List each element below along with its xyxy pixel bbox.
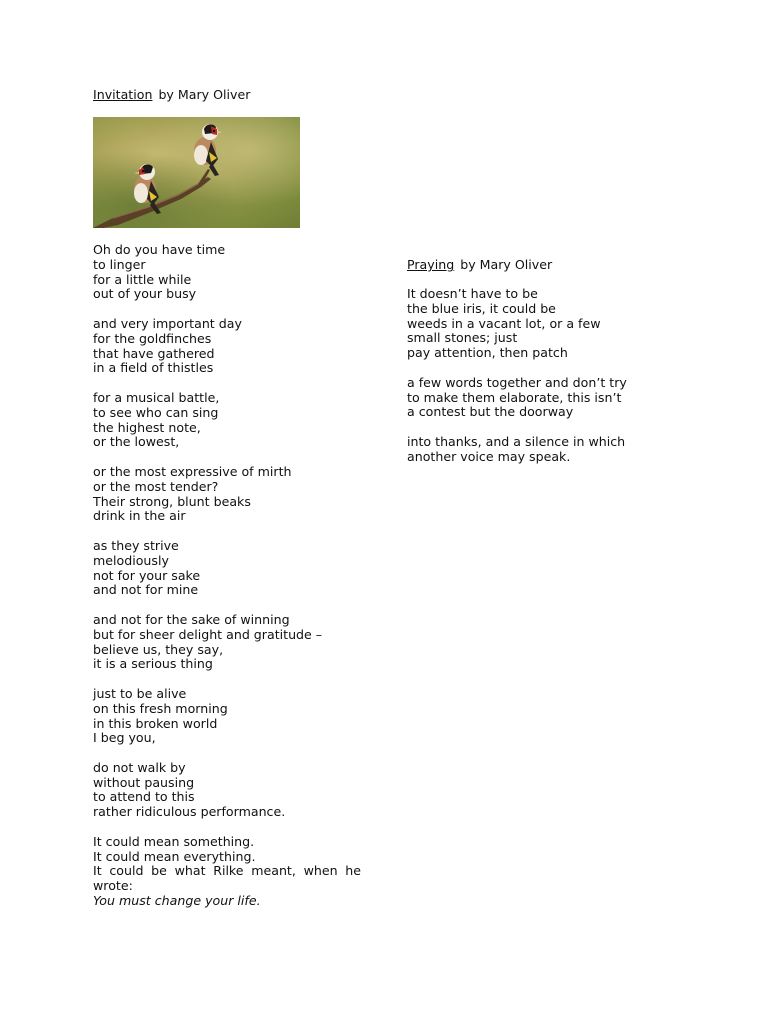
poem-line: rather ridiculous performance. [93, 804, 286, 820]
stanza [93, 687, 393, 746]
poem-praying [407, 257, 707, 479]
poem-line: that have gathered [93, 345, 215, 361]
poem-title-link[interactable]: Praying [407, 257, 455, 272]
poem-line: Their strong, blunt beaks [93, 493, 251, 509]
stanza [93, 391, 393, 450]
poem-line: in this broken world [93, 715, 218, 731]
poem-line: Oh do you have time [93, 242, 226, 257]
poem-line: the highest note, [93, 419, 201, 435]
poem-line: another voice may speak. [407, 448, 571, 464]
poem-line: and not for the sake of winning [93, 611, 290, 627]
poem-line: out of your busy [93, 286, 197, 302]
poem-invitation [93, 87, 393, 924]
poem-line: It could be what Rilke meant, when he [93, 863, 361, 879]
poem-line: to linger [93, 256, 146, 272]
poem-line: or the most tender? [93, 478, 219, 494]
poem-byline: by Mary Oliver [460, 257, 553, 272]
poem-line: as they strive [93, 537, 179, 553]
poem-line: it is a serious thing [93, 656, 213, 672]
stanza [93, 243, 393, 302]
poem-line: in a field of thistles [93, 360, 214, 376]
poem-line: to attend to this [93, 789, 195, 805]
poem-title-line [407, 257, 707, 272]
poem-line: not for your sake [93, 567, 201, 583]
stanza [407, 376, 707, 420]
poem-line: and very important day [93, 315, 242, 331]
poem-line: wrote: [93, 878, 133, 894]
poem-line: for the goldfinches [93, 330, 212, 346]
poem-title-link[interactable]: Invitation [93, 87, 153, 102]
poem-line: believe us, they say, [93, 641, 224, 657]
stanza [93, 317, 393, 376]
stanza [93, 613, 393, 672]
stanza [407, 287, 707, 361]
poem-line: small stones; just [407, 330, 518, 346]
poem-body [93, 243, 393, 909]
poem-line: on this fresh morning [93, 700, 228, 716]
poem-line: drink in the air [93, 508, 186, 524]
goldfinch-photo [93, 117, 300, 228]
poem-line: the blue iris, it could be [407, 300, 556, 316]
poem-line: It doesn’t have to be [407, 286, 538, 301]
stanza [93, 465, 393, 524]
rilke-quote: You must change your life. [93, 893, 261, 909]
poem-line: weeds in a vacant lot, or a few [407, 315, 601, 331]
goldfinch-illustration [93, 117, 300, 228]
poem-line: I beg you, [93, 730, 156, 746]
poem-line: pay attention, then patch [407, 345, 568, 361]
stanza [93, 761, 393, 820]
poem-title-line [93, 87, 393, 102]
poem-line: a contest but the doorway [407, 404, 574, 420]
stanza [93, 539, 393, 598]
poem-line: but for sheer delight and gratitude – [93, 626, 323, 642]
poem-line: or the most expressive of mirth [93, 463, 292, 479]
poem-byline: by Mary Oliver [158, 87, 251, 102]
poem-line: and not for mine [93, 582, 199, 598]
poem-line: without pausing [93, 774, 195, 790]
poem-line: to make them elaborate, this isn’t [407, 389, 622, 405]
poem-line: to see who can sing [93, 404, 219, 420]
poem-line: for a musical battle, [93, 389, 220, 405]
poem-line: do not walk by [93, 759, 186, 775]
poem-line: melodiously [93, 552, 169, 568]
stanza [93, 835, 393, 909]
poem-line: a few words together and don’t try [407, 374, 627, 390]
poem-line: for a little while [93, 271, 192, 287]
poem-line: It could mean everything. [93, 848, 256, 864]
poem-line: into thanks, and a silence in which [407, 433, 626, 449]
stanza [407, 435, 707, 465]
poem-body [407, 287, 707, 465]
poem-line: just to be alive [93, 685, 187, 701]
poem-line: or the lowest, [93, 434, 180, 450]
poem-line: It could mean something. [93, 833, 255, 849]
